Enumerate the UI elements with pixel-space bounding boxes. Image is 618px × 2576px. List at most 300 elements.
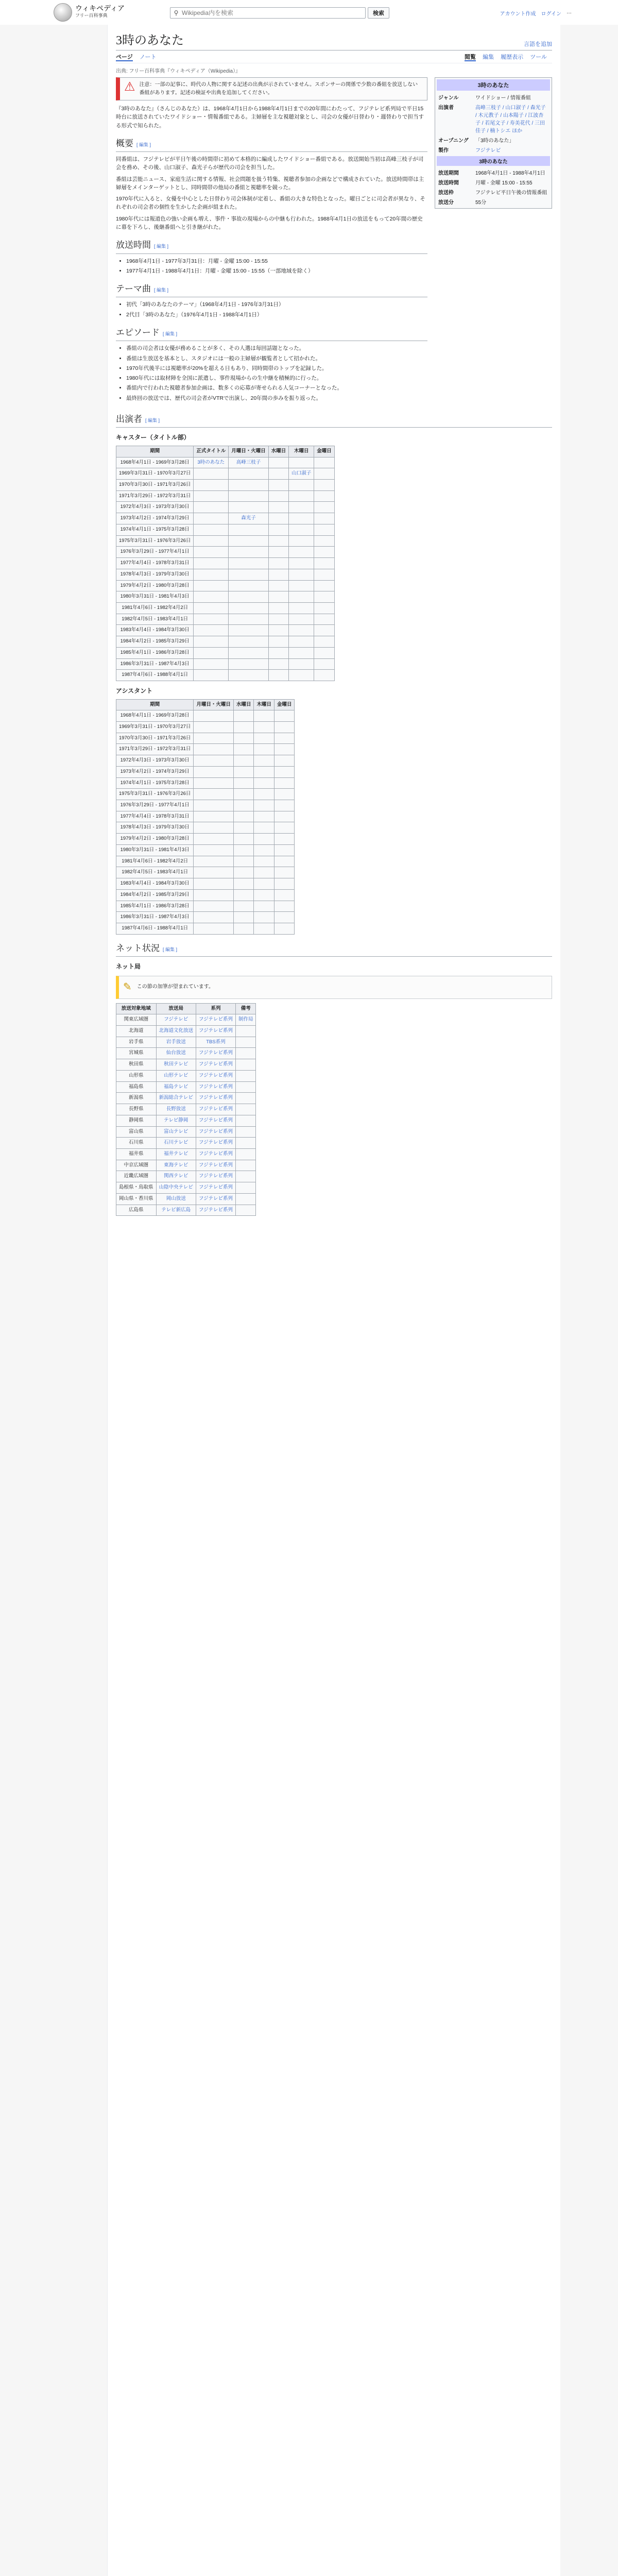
table-cell xyxy=(274,912,295,923)
table-cell: 1981年4月6日 - 1982年4月2日 xyxy=(116,602,194,614)
table-cell xyxy=(289,480,314,491)
table-cell xyxy=(274,867,295,878)
section-heading xyxy=(116,326,427,341)
table-cell xyxy=(229,602,269,614)
table-cell xyxy=(314,614,335,625)
table-cell: 1968年4月1日 - 1969年3月28日 xyxy=(116,710,194,722)
table-cell xyxy=(254,878,274,890)
table-cell xyxy=(233,789,254,800)
table-cell xyxy=(289,457,314,468)
infobox-value[interactable]: 高峰三枝子 / 山口淑子 / 森光子 / 木元教子 / 山本陽子 / 江波杏子 / 若尾文子 / 寿美花代 / 三田佳子 / 楠トシエ ほか xyxy=(475,105,546,134)
table-cell: 長野県 xyxy=(116,1104,157,1115)
table-cell: 1982年4月5日 - 1983年4月1日 xyxy=(116,614,194,625)
table-cell: 1987年4月6日 - 1988年4月1日 xyxy=(116,923,194,934)
table-row xyxy=(116,1037,256,1048)
table-cell xyxy=(235,1037,256,1048)
pencil-icon: ✎ xyxy=(123,981,132,993)
table-cell xyxy=(289,647,314,658)
table-row xyxy=(116,1059,256,1071)
table-cell xyxy=(194,513,229,524)
table-cell: 福井テレビ xyxy=(156,1148,196,1160)
table-row xyxy=(116,1171,256,1182)
table-cell xyxy=(268,468,289,480)
table-cell xyxy=(229,591,269,603)
table-row xyxy=(116,625,335,636)
table-cell: 1973年4月2日 - 1974年3月29日 xyxy=(116,766,194,777)
table-row xyxy=(116,923,295,934)
subsection-title: アシスタント xyxy=(116,687,153,694)
table-cell: 長野放送 xyxy=(156,1104,196,1115)
table-cell: 1974年4月1日 - 1975年3月28日 xyxy=(116,524,194,535)
table-cell xyxy=(274,889,295,901)
table-cell xyxy=(254,822,274,834)
table-cell: 山口淑子 xyxy=(289,468,314,480)
table-row xyxy=(116,558,335,569)
paragraph: 同番組は、フジテレビが平日午後の時間帯に初めて本格的に編成したワイドショー番組である。放送開始当初は高峰三枝子が司会を務め、その後、山口淑子、森光子らが歴代の司会を担当した。 xyxy=(116,156,424,171)
tab-edit[interactable]: 編集 xyxy=(483,54,494,60)
table-cell xyxy=(314,625,335,636)
table-cell: フジテレビ系列 xyxy=(196,1093,236,1104)
infobox-key: 放送枠 xyxy=(438,190,454,196)
list-item: • 2代目「3時のあなた」（1976年4月1日 - 1988年4月1日） xyxy=(126,311,427,319)
infobox-key: 放送期間 xyxy=(438,171,459,176)
table-cell xyxy=(254,912,274,923)
table-cell xyxy=(254,733,274,744)
table-cell: フジテレビ系列 xyxy=(196,1070,236,1081)
table-cell: フジテレビ系列 xyxy=(196,1126,236,1138)
table-row xyxy=(116,800,295,811)
table-cell xyxy=(314,558,335,569)
table-cell xyxy=(194,878,234,890)
table-header: 月曜日・火曜日 xyxy=(194,699,234,710)
table-cell xyxy=(314,636,335,648)
table-row xyxy=(116,722,295,733)
table-row xyxy=(116,777,295,789)
table-cell xyxy=(194,625,229,636)
table-cell: 新潟県 xyxy=(116,1093,157,1104)
infobox-value[interactable]: フジテレビ xyxy=(475,148,501,154)
table-cell xyxy=(229,468,269,480)
table-cell xyxy=(268,513,289,524)
table-cell xyxy=(289,558,314,569)
paragraph: 1980年代には報道色の強い企画も増え、事件・事故の現場からの中継も行われた。1988年4月1日の放送をもって20年間の歴史に幕を下ろし、後継番組へと引き継がれた。 xyxy=(116,215,423,230)
edit-section-link[interactable]: [ 編集 ] xyxy=(154,244,169,249)
table-cell xyxy=(289,580,314,591)
table-cell: 1975年3月31日 - 1976年3月26日 xyxy=(116,535,194,547)
table-cell xyxy=(254,755,274,767)
table-cell: 新潟総合テレビ xyxy=(156,1093,196,1104)
tab-tools[interactable]: ツール xyxy=(530,54,547,60)
table-cell xyxy=(235,1171,256,1182)
table-cell xyxy=(194,547,229,558)
wikipedia-logo[interactable] xyxy=(54,3,125,22)
table-cell: TBS系列 xyxy=(196,1037,236,1048)
table-cell xyxy=(233,856,254,867)
table-row xyxy=(116,822,295,834)
table-row xyxy=(116,569,335,580)
table-cell xyxy=(229,625,269,636)
table-cell: フジテレビ xyxy=(156,1014,196,1026)
list-item: • 最終回の放送では、歴代の司会者がVTRで出演し、20年間の歩みを振り返った。 xyxy=(126,394,427,402)
table-cell: フジテレビ系列 xyxy=(196,1014,236,1026)
table-cell: 1972年4月3日 - 1973年3月30日 xyxy=(116,502,194,513)
table-cell: 1982年4月5日 - 1983年4月1日 xyxy=(116,867,194,878)
table-cell xyxy=(233,878,254,890)
table-cell: フジテレビ系列 xyxy=(196,1138,236,1149)
table-cell: テレビ新広島 xyxy=(156,1205,196,1216)
table-cell xyxy=(229,502,269,513)
table-cell: 広島県 xyxy=(116,1205,157,1216)
table-cell xyxy=(314,647,335,658)
table-cell xyxy=(314,502,335,513)
table-cell xyxy=(274,722,295,733)
edit-section-link[interactable]: [ 編集 ] xyxy=(163,946,178,952)
table-cell xyxy=(194,710,234,722)
table-cell: フジテレビ系列 xyxy=(196,1104,236,1115)
table-cell xyxy=(314,480,335,491)
table-cell: 秋田テレビ xyxy=(156,1059,196,1071)
add-languages-button[interactable]: 言語を追加 xyxy=(524,41,552,47)
table-cell xyxy=(314,658,335,670)
table-cell xyxy=(194,468,229,480)
table-cell xyxy=(274,710,295,722)
table-row xyxy=(116,670,335,681)
table-cell xyxy=(254,844,274,856)
table-cell: 1985年4月1日 - 1986年3月28日 xyxy=(116,901,194,912)
search-box[interactable] xyxy=(170,7,366,19)
table-cell xyxy=(254,744,274,755)
table-row xyxy=(116,811,295,822)
table-cell xyxy=(233,766,254,777)
table-row xyxy=(116,636,335,648)
table-cell: 1979年4月2日 - 1980年3月28日 xyxy=(116,834,194,845)
logo-title: ウィキペディア xyxy=(75,5,125,13)
network-table xyxy=(116,1003,256,1216)
table-cell xyxy=(229,547,269,558)
table-cell: 静岡県 xyxy=(116,1115,157,1126)
table-cell: フジテレビ系列 xyxy=(196,1171,236,1182)
table-cell xyxy=(268,480,289,491)
table-cell xyxy=(233,722,254,733)
table-cell xyxy=(194,558,229,569)
table-row xyxy=(116,1104,256,1115)
table-cell xyxy=(194,889,234,901)
table-cell: 中京広域圏 xyxy=(116,1160,157,1171)
table-cell xyxy=(233,822,254,834)
infobox-value: ワイドショー / 情報番組 xyxy=(475,95,531,101)
table-cell xyxy=(233,901,254,912)
table-cell xyxy=(268,535,289,547)
edit-section-link[interactable]: [ 編集 ] xyxy=(136,142,151,147)
table-cell xyxy=(254,811,274,822)
table-cell: 1971年3月29日 - 1972年3月31日 xyxy=(116,490,194,502)
table-cell xyxy=(289,591,314,603)
login-link[interactable]: ログイン xyxy=(541,11,561,17)
table-row xyxy=(116,658,335,670)
table-cell xyxy=(274,844,295,856)
table-cell xyxy=(274,744,295,755)
table-cell xyxy=(235,1126,256,1138)
table-cell: 近畿広域圏 xyxy=(116,1171,157,1182)
table-cell xyxy=(194,658,229,670)
infobox-value: 月曜 - 金曜 15:00 - 15:55 xyxy=(475,180,533,186)
table-cell xyxy=(229,670,269,681)
table-cell xyxy=(274,822,295,834)
table-row xyxy=(116,710,295,722)
table-cell xyxy=(235,1081,256,1093)
table-cell: 富山テレビ xyxy=(156,1126,196,1138)
table-row xyxy=(116,614,335,625)
list-item: • 1970年代後半には視聴率が20%を超える日もあり、同時間帯のトップを記録した。 xyxy=(126,364,427,372)
table-cell xyxy=(233,889,254,901)
table-cell xyxy=(233,811,254,822)
table-row xyxy=(116,457,335,468)
table-cell xyxy=(194,912,234,923)
edit-section-link[interactable]: [ 編集 ] xyxy=(163,331,178,337)
search-button[interactable]: 検索 xyxy=(368,7,389,19)
header xyxy=(0,0,618,25)
section-title: テーマ曲 xyxy=(116,284,151,294)
table-cell xyxy=(194,856,234,867)
infobox-section-title: 3時のあなた xyxy=(437,156,550,166)
table-cell: フジテレビ系列 xyxy=(196,1182,236,1194)
table-row xyxy=(116,844,295,856)
table-cell xyxy=(254,867,274,878)
table-cell: 1987年4月6日 - 1988年4月1日 xyxy=(116,670,194,681)
table-cell xyxy=(194,580,229,591)
table-cell xyxy=(235,1160,256,1171)
table-header: 木曜日 xyxy=(254,699,274,710)
table-row xyxy=(116,766,295,777)
subsection-title: キャスター（タイトル部） xyxy=(116,434,190,442)
table-cell xyxy=(194,744,234,755)
table-cell xyxy=(194,490,229,502)
table-row xyxy=(116,1193,256,1205)
table-cell: 1968年4月1日 - 1969年3月28日 xyxy=(116,457,194,468)
table-cell xyxy=(254,766,274,777)
table-row xyxy=(116,1160,256,1171)
table-cell xyxy=(274,811,295,822)
table-cell xyxy=(254,923,274,934)
table-cell: テレビ静岡 xyxy=(156,1115,196,1126)
tab-page[interactable]: ページ xyxy=(116,54,133,60)
table-cell xyxy=(289,535,314,547)
table-cell: 1984年4月2日 - 1985年3月29日 xyxy=(116,889,194,901)
table-cell xyxy=(235,1104,256,1115)
article-content-lower xyxy=(116,413,552,1216)
edit-section-link[interactable]: [ 編集 ] xyxy=(154,287,169,293)
table-cell: 山形テレビ xyxy=(156,1070,196,1081)
table-cell: 1972年4月3日 - 1973年3月30日 xyxy=(116,755,194,767)
table-cell xyxy=(194,901,234,912)
table-cell xyxy=(274,878,295,890)
table-cell xyxy=(274,733,295,744)
table-row xyxy=(116,502,335,513)
table-cell: 1986年3月31日 - 1987年4月3日 xyxy=(116,912,194,923)
expand-notice xyxy=(116,976,552,999)
table-cell: 1970年3月30日 - 1971年3月26日 xyxy=(116,480,194,491)
table-cell xyxy=(274,834,295,845)
table-header: 放送局 xyxy=(156,1003,196,1014)
table-row xyxy=(116,1093,256,1104)
table-row xyxy=(116,1148,256,1160)
table-cell xyxy=(254,889,274,901)
section-title: ネット状況 xyxy=(116,943,160,953)
table-cell xyxy=(289,658,314,670)
table-cell xyxy=(229,658,269,670)
table-cell xyxy=(268,524,289,535)
infobox-value: フジテレビ平日午後の情報番組 xyxy=(475,190,547,196)
tab-history[interactable]: 履歴表示 xyxy=(501,54,524,60)
table-cell xyxy=(268,647,289,658)
table-cell: フジテレビ系列 xyxy=(196,1205,236,1216)
table-cell xyxy=(268,602,289,614)
table-cell xyxy=(194,755,234,767)
table-cell xyxy=(314,670,335,681)
table-cell: 岩手県 xyxy=(116,1037,157,1048)
table-cell xyxy=(235,1070,256,1081)
table-row xyxy=(116,513,335,524)
table-cell xyxy=(274,789,295,800)
table-cell: 1969年3月31日 - 1970年3月27日 xyxy=(116,468,194,480)
assistant-table xyxy=(116,699,295,935)
table-cell xyxy=(194,647,229,658)
list-item: • 初代「3時のあなたのテーマ」（1968年4月1日 - 1976年3月31日） xyxy=(126,300,427,309)
table-cell xyxy=(289,524,314,535)
table-row xyxy=(116,1026,256,1037)
table-cell: フジテレビ系列 xyxy=(196,1115,236,1126)
table-row xyxy=(116,490,335,502)
table-cell xyxy=(233,912,254,923)
table-cell xyxy=(235,1093,256,1104)
table-cell xyxy=(254,710,274,722)
infobox-key: オープニング xyxy=(438,138,469,144)
table-row xyxy=(116,580,335,591)
table-cell: 1977年4月4日 - 1978年3月31日 xyxy=(116,811,194,822)
table-cell xyxy=(314,535,335,547)
table-cell: 1980年3月31日 - 1981年4月3日 xyxy=(116,591,194,603)
table-header: 金曜日 xyxy=(314,446,335,457)
table-cell xyxy=(314,547,335,558)
table-row xyxy=(116,1014,256,1026)
edit-section-link[interactable]: [ 編集 ] xyxy=(145,417,160,423)
infobox-key: ジャンル xyxy=(438,95,459,101)
tab-read[interactable]: 閲覧 xyxy=(465,54,476,60)
table-cell: 1979年4月2日 - 1980年3月28日 xyxy=(116,580,194,591)
table-header: 水曜日 xyxy=(268,446,289,457)
table-cell: 福島県 xyxy=(116,1081,157,1093)
table-row xyxy=(116,547,335,558)
table-row xyxy=(116,591,335,603)
table-row xyxy=(116,1081,256,1093)
table-row xyxy=(116,1126,256,1138)
list-item: • 番組内で行われた視聴者参加企画は、数多くの応募が寄せられる人気コーナーとなった。 xyxy=(126,384,427,392)
table-cell xyxy=(268,670,289,681)
table-row xyxy=(116,647,335,658)
table-cell xyxy=(194,722,234,733)
table-cell: フジテレビ系列 xyxy=(196,1081,236,1093)
table-cell xyxy=(274,800,295,811)
table-cell xyxy=(194,591,229,603)
table-cell: 石川テレビ xyxy=(156,1138,196,1149)
table-cell xyxy=(274,856,295,867)
table-cell xyxy=(194,614,229,625)
table-row xyxy=(116,1115,256,1126)
table-cell: 北海道文化放送 xyxy=(156,1026,196,1037)
table-cell xyxy=(254,856,274,867)
table-header: 水曜日 xyxy=(233,699,254,710)
table-cell: 山陰中央テレビ xyxy=(156,1182,196,1194)
notice-text: 注意：一部の記事に、時代の人物に関する記述の出典が示されていません。スポンサーの関係で少数の番組を放送しない番組があります。記述の検証や出典を追加してください。 xyxy=(139,82,418,96)
table-row xyxy=(116,1070,256,1081)
table-cell xyxy=(235,1182,256,1194)
table-cell xyxy=(289,636,314,648)
table-cell: 仙台放送 xyxy=(156,1048,196,1059)
infobox-value: 55分 xyxy=(475,200,487,206)
table-cell xyxy=(268,569,289,580)
subsection-title: ネット局 xyxy=(116,963,141,971)
table-row xyxy=(116,755,295,767)
logo-subtitle: フリー百科事典 xyxy=(75,13,108,18)
tab-talk[interactable]: ノート xyxy=(139,54,157,60)
table-row xyxy=(116,1182,256,1194)
more-menu-icon[interactable]: … xyxy=(566,9,572,15)
table-cell: 1981年4月6日 - 1982年4月2日 xyxy=(116,856,194,867)
table-cell xyxy=(274,766,295,777)
table-cell xyxy=(289,614,314,625)
table-cell xyxy=(314,490,335,502)
section-title: 放送時間 xyxy=(116,240,151,250)
table-cell xyxy=(268,502,289,513)
table-cell: 石川県 xyxy=(116,1138,157,1149)
table-header: 期間 xyxy=(116,446,194,457)
table-cell xyxy=(229,480,269,491)
table-cell xyxy=(233,923,254,934)
table-cell xyxy=(268,558,289,569)
table-cell: フジテレビ系列 xyxy=(196,1026,236,1037)
table-cell xyxy=(268,591,289,603)
table-cell: フジテレビ系列 xyxy=(196,1048,236,1059)
search-input[interactable] xyxy=(182,9,365,16)
table-cell xyxy=(194,602,229,614)
table-cell xyxy=(235,1148,256,1160)
list-item: • 番組の司会者は女優が務めることが多く、その人選は毎回話題となった。 xyxy=(126,344,427,352)
table-cell: 1974年4月1日 - 1975年3月28日 xyxy=(116,777,194,789)
table-cell xyxy=(268,614,289,625)
table-cell: 1975年3月31日 - 1976年3月26日 xyxy=(116,789,194,800)
table-cell xyxy=(194,811,234,822)
create-account-link[interactable]: アカウント作成 xyxy=(500,11,536,17)
table-cell: フジテレビ系列 xyxy=(196,1193,236,1205)
table-row xyxy=(116,789,295,800)
table-cell xyxy=(194,844,234,856)
table-cell xyxy=(229,647,269,658)
table-cell xyxy=(254,834,274,845)
page-title: 3時のあなた xyxy=(116,34,184,47)
table-cell xyxy=(229,490,269,502)
table-cell xyxy=(194,480,229,491)
table-row xyxy=(116,834,295,845)
infobox-title: 3時のあなた xyxy=(437,79,550,91)
table-cell xyxy=(268,636,289,648)
table-cell xyxy=(233,733,254,744)
user-links xyxy=(500,9,572,17)
table-cell xyxy=(194,777,234,789)
table-cell: フジテレビ系列 xyxy=(196,1148,236,1160)
table-row xyxy=(116,889,295,901)
table-cell xyxy=(194,670,229,681)
table-cell xyxy=(254,901,274,912)
